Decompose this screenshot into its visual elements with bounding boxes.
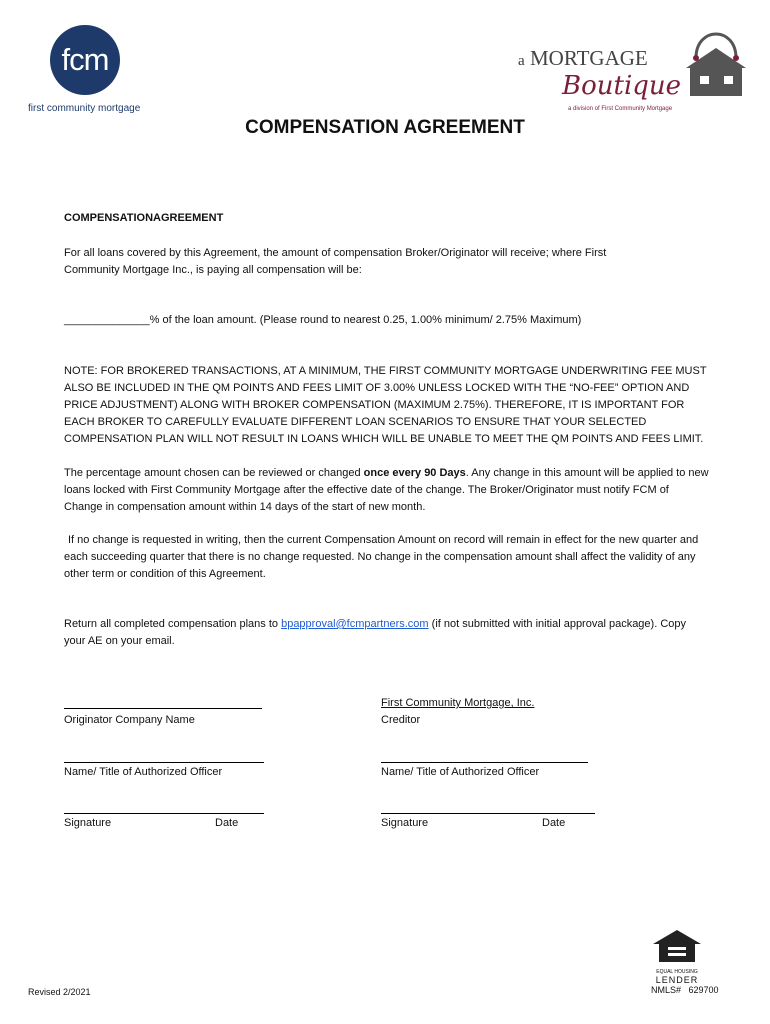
percent-blank[interactable]: ______________	[64, 314, 150, 326]
right-date-label: Date	[542, 817, 566, 829]
equal-housing-icon	[651, 928, 703, 964]
mb-logo-boutique: Boutique	[562, 71, 682, 101]
fcm-logo-text: fcm	[61, 42, 109, 77]
percent-text: % of the loan amount. (Please round to nearest 0.25, 1.00% minimum/ 2.75% Maximum)	[149, 314, 582, 326]
equal-housing-lender-logo	[651, 928, 703, 985]
fcm-tagline: first community mortgage	[28, 103, 141, 114]
mb-logo-a: a	[518, 53, 525, 69]
right-signature-line[interactable]	[381, 813, 595, 814]
review-post: . Any change in this amount will be applied to new loans locked with First Community Mortgage after the effective date of the change. The Broker/Originator must notify FCM of Change in compensation amount within 14 days of the start of new month.	[64, 467, 709, 513]
originator-company-line[interactable]	[64, 708, 262, 709]
review-bold: once every 90 Days	[363, 467, 466, 479]
eho-line2: LENDER	[655, 975, 699, 985]
return-pre: Return all completed compensation plans to	[64, 618, 282, 630]
creditor-name: First Community Mortgage, Inc.	[381, 697, 535, 709]
right-name-title-label: Name/ Title of Authorized Officer	[381, 766, 540, 778]
right-signature-label: Signature	[381, 817, 429, 829]
originator-company-label: Originator Company Name	[64, 714, 195, 726]
eho-line1: EQUAL HOUSING	[656, 969, 698, 975]
left-signature-label: Signature	[64, 817, 112, 829]
return-post: (if not submitted with initial approval package). Copy your AE on your email.	[64, 618, 686, 647]
no-change-paragraph: If no change is requested in writing, then the current Compensation Amount on record will remain in effect for the new quarter and each succeeding quarter that there is no change requested. No change in the compensation amount shall affect the validity of any other term or condition of this Agreement.	[64, 534, 699, 580]
left-name-title-line[interactable]	[64, 762, 264, 763]
section-heading: COMPENSATIONAGREEMENT	[64, 212, 224, 224]
review-pre: The percentage amount chosen can be reviewed or changed	[64, 467, 364, 479]
right-name-title-line[interactable]	[381, 762, 588, 763]
creditor-label: Creditor	[381, 714, 421, 726]
email-link[interactable]: bpapproval@fcmpartners.com	[281, 618, 429, 630]
note-paragraph: NOTE: FOR BROKERED TRANSACTIONS, AT A MINIMUM, THE FIRST COMMUNITY MORTGAGE UNDERWRITING FEE MUST ALSO BE INCLUDED IN THE QM POINTS AND FEES LIMIT OF 3.00% UNLESS LOCKED WITH THE “NO-FEE” OPTION AND PRICE ADJUSTMENT) ALONG WITH BROKER COMPENSATION (MAXIMUM 2.75%). THEREFORE, IT IS IMPORTANT FOR EACH BROKER TO CAREFULLY EVALUATE DIFFERENT LOAN SCENARIOS TO ENSURE THAT YOUR SELECTED COMPENSATION PLAN WILL NOT RESULT IN LOANS WHICH WILL BE UNABLE TO MEET THE QM POINTS AND FEES LIMIT.	[64, 365, 707, 445]
intro-paragraph: For all loans covered by this Agreement, the amount of compensation Broker/Originator will receive; where First Community Mortgage Inc., is paying all compensation will be:	[64, 247, 607, 276]
mortgage-boutique-logo	[518, 18, 748, 120]
page-title: COMPENSATION AGREEMENT	[245, 117, 525, 138]
percent-line	[64, 312, 714, 329]
left-name-title-label: Name/ Title of Authorized Officer	[64, 766, 223, 778]
left-date-label: Date	[215, 817, 239, 829]
revised-date: Revised 2/2021	[28, 987, 91, 997]
mb-logo-sub: a division of First Community Mortgage	[568, 106, 673, 112]
mb-logo-mortgage: MORTGAGE	[530, 46, 648, 70]
nmls-number: NMLS# 629700	[651, 985, 719, 995]
return-paragraph	[64, 616, 709, 650]
left-signature-line[interactable]	[64, 813, 264, 814]
review-paragraph	[64, 465, 709, 516]
